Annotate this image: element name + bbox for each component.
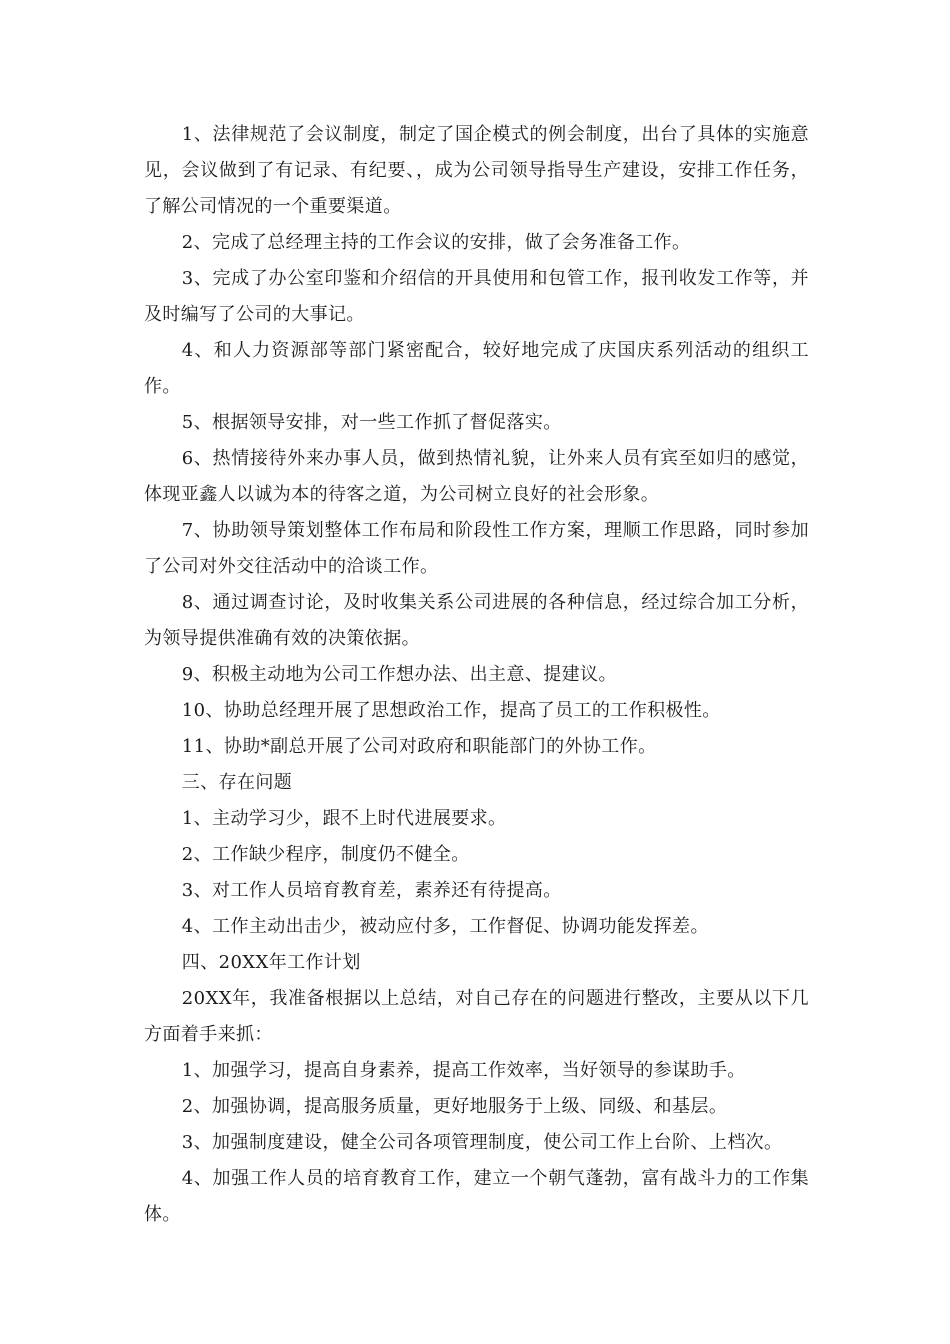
paragraph: 1、主动学习少，跟不上时代进展要求。 (181, 808, 507, 829)
paragraph: 4、加强工作人员的培育教育工作，建立一个朝气蓬勃，富有战斗力的工作集体。 (144, 1168, 809, 1225)
paragraph: 3、对工作人员培育教育差，素养还有待提高。 (181, 880, 562, 901)
paragraph: 3、加强制度建设，健全公司各项管理制度，使公司工作上台阶、上档次。 (181, 1132, 783, 1153)
paragraph: 9、积极主动地为公司工作想办法、出主意、提建议。 (181, 664, 617, 685)
paragraph: 4、工作主动出击少，被动应付多，工作督促、协调功能发挥差。 (181, 916, 709, 937)
paragraph: 7、协助领导策划整体工作布局和阶段性工作方案，理顺工作思路，同时参加了公司对外交往活动中的洽谈工作。 (144, 520, 809, 577)
document-body (144, 117, 809, 1233)
section-heading: 三、存在问题 (181, 772, 293, 793)
paragraph: 10、协助总经理开展了思想政治工作，提高了员工的工作积极性。 (181, 700, 721, 721)
paragraph: 6、热情接待外来办事人员，做到热情礼貌，让外来人员有宾至如归的感觉，体现亚鑫人以诚为本的待客之道，为公司树立良好的社会形象。 (144, 448, 809, 505)
section-heading: 四、20XX年工作计划 (181, 952, 361, 973)
paragraph: 1、法律规范了会议制度，制定了国企模式的例会制度，出台了具体的实施意见，会议做到了有记录、有纪要、，成为公司领导指导生产建设，安排工作任务，了解公司情况的一个重要渠道。 (144, 124, 809, 217)
paragraph: 4、和人力资源部等部门紧密配合，较好地完成了庆国庆系列活动的组织工作。 (144, 340, 809, 397)
paragraph: 2、工作缺少程序，制度仍不健全。 (181, 844, 470, 865)
paragraph: 5、根据领导安排，对一些工作抓了督促落实。 (181, 412, 562, 433)
paragraph: 11、协助*副总开展了公司对政府和职能部门的外协工作。 (181, 736, 657, 757)
paragraph: 1、加强学习，提高自身素养，提高工作效率，当好领导的参谋助手。 (181, 1060, 746, 1081)
paragraph: 2、完成了总经理主持的工作会议的安排，做了会务准备工作。 (181, 232, 691, 253)
paragraph: 3、完成了办公室印鉴和介绍信的开具使用和包管工作，报刊收发工作等，并及时编写了公司的大事记。 (144, 268, 809, 325)
paragraph: 8、通过调查讨论，及时收集关系公司进展的各种信息，经过综合加工分析，为领导提供准确有效的决策依据。 (144, 592, 809, 649)
paragraph: 20XX年，我准备根据以上总结，对自己存在的问题进行整改，主要从以下几方面着手来抓： (144, 988, 809, 1045)
paragraph: 2、加强协调，提高服务质量，更好地服务于上级、同级、和基层。 (181, 1096, 728, 1117)
